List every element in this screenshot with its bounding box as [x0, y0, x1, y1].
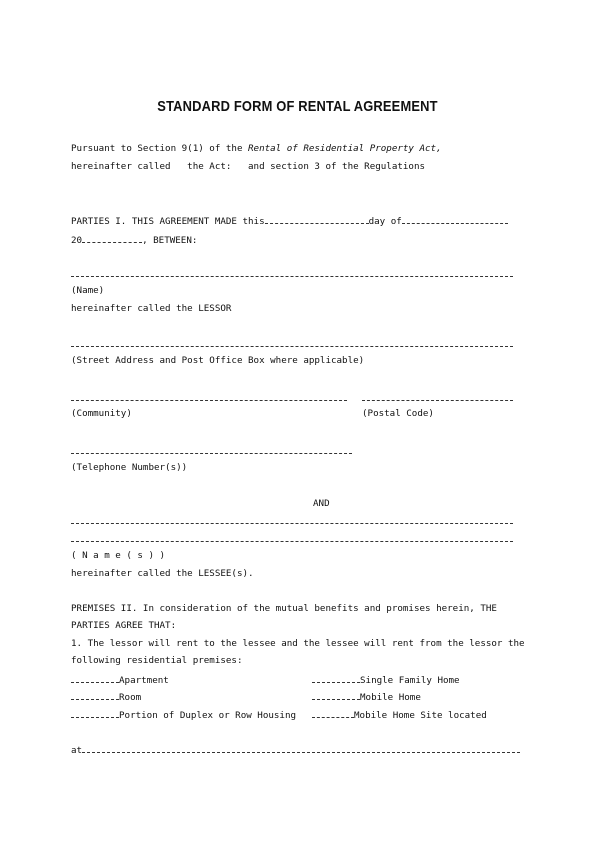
parties-line-1	[71, 214, 508, 228]
between-text: , BETWEEN:	[142, 235, 198, 246]
option-apartment	[71, 673, 169, 687]
room-label: Room	[119, 692, 142, 703]
names-label: ( N a m e ( s ) )	[71, 550, 166, 561]
portion-duplex-blank[interactable]	[71, 708, 119, 718]
apartment-blank[interactable]	[71, 673, 119, 683]
premises-line-4: following residential premises:	[71, 655, 243, 666]
lessor-label: hereinafter called the LESSOR	[71, 303, 232, 314]
address-label: (Street Address and Post Office Box where applicable)	[71, 355, 365, 366]
apartment-label: Apartment	[119, 675, 169, 686]
intro-line-1	[71, 143, 442, 155]
lessor-address-field[interactable]	[71, 346, 513, 347]
premises-line-3: 1. The lessor will rent to the lessee and the lessee will rent from the lessor the	[71, 638, 525, 649]
postal-code-label: (Postal Code)	[362, 408, 434, 419]
single-family-home-blank[interactable]	[312, 673, 360, 683]
mobile-home-blank[interactable]	[312, 690, 360, 700]
location-blank[interactable]	[82, 743, 520, 753]
community-label: (Community)	[71, 408, 132, 419]
lessor-name-field[interactable]	[71, 276, 513, 277]
lessor-community-field[interactable]	[71, 400, 347, 401]
option-mobile-home-site	[312, 708, 487, 722]
name-label: (Name)	[71, 285, 105, 296]
day-blank[interactable]	[265, 214, 369, 224]
option-portion-duplex	[71, 708, 296, 722]
lessee-name-field-1[interactable]	[71, 523, 513, 524]
act-name: Rental of Residential Property Act,	[248, 143, 442, 154]
year-prefix: 20	[71, 235, 83, 246]
parties-line-2	[71, 233, 197, 247]
lessee-name-field-2[interactable]	[71, 541, 513, 542]
mobile-home-site-label: Mobile Home Site located	[354, 710, 487, 721]
parties-intro-text: PARTIES I. THIS AGREEMENT MADE this	[71, 216, 265, 227]
premises-line-1: PREMISES II. In consideration of the mutual benefits and promises herein, THE	[71, 603, 497, 614]
option-mobile-home	[312, 690, 421, 704]
lessor-postal-code-field[interactable]	[362, 400, 513, 401]
lessee-label: hereinafter called the LESSEE(s).	[71, 568, 254, 579]
month-blank[interactable]	[402, 214, 508, 224]
portion-duplex-label: Portion of Duplex or Row Housing	[119, 710, 297, 721]
at-label: at	[71, 745, 83, 756]
mobile-home-site-blank[interactable]	[312, 708, 354, 718]
room-blank[interactable]	[71, 690, 119, 700]
location-line	[71, 743, 520, 757]
premises-line-2: PARTIES AGREE THAT:	[71, 620, 177, 631]
mobile-home-label: Mobile Home	[360, 692, 421, 703]
lessor-telephone-field[interactable]	[71, 453, 352, 454]
intro-line-1-prefix: Pursuant to Section 9(1) of the	[71, 143, 249, 154]
option-room	[71, 690, 141, 704]
intro-line-2: hereinafter called the Act: and section 3 of the Regulations	[71, 161, 426, 172]
day-of-text: day of	[368, 216, 402, 227]
single-family-home-label: Single Family Home	[360, 675, 460, 686]
document-title: STANDARD FORM OF RENTAL AGREEMENT	[157, 98, 438, 115]
telephone-label: (Telephone Number(s))	[71, 462, 188, 473]
and-label: AND	[313, 498, 330, 509]
option-single-family-home	[312, 673, 460, 687]
year-blank[interactable]	[82, 233, 142, 243]
